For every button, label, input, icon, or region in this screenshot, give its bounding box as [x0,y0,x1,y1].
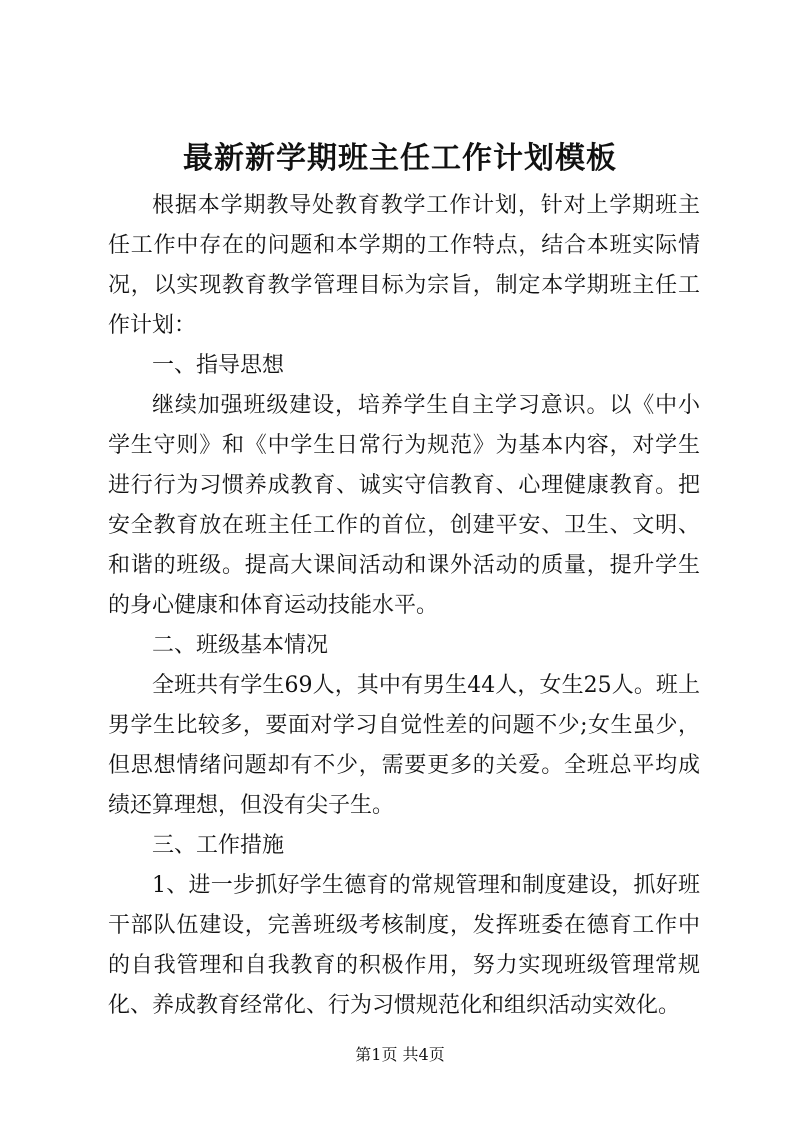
document-title: 最新新学期班主任工作计划模板 [183,141,617,176]
intro-paragraph: 根据本学期教导处教育教学工作计划，针对上学期班主任工作中存在的问题和本学期的工作特点，结合本班实际情况，以实现教育教学管理目标为宗旨，制定本学期班主任工作计划： [108,193,700,338]
section-heading-guiding-ideology: 一、指导思想 [152,353,285,378]
document-body [108,186,700,1026]
work-measure-item-1: 1、进一步抓好学生德育的常规管理和制度建设，抓好班干部队伍建设，完善班级考核制度，发挥班委在德育工作中的自我管理和自我教育的积极作用，努力实现班级管理常规化、养成教育经常化、行为习惯规范化和组织活动实效化。 [108,873,700,1018]
section-heading-class-situation: 二、班级基本情况 [152,633,329,658]
guiding-ideology-paragraph: 继续加强班级建设，培养学生自主学习意识。以《中小学生守则》和《中学生日常行为规范》为基本内容，对学生进行行为习惯养成教育、诚实守信教育、心理健康教育。把安全教育放在班主任工作的首位，创建平安、卫生、文明、和谐的班级。提高大课间活动和课外活动的质量，提升学生的身心健康和体育运动技能水平。 [108,393,700,618]
section-heading-work-measures: 三、工作措施 [152,833,285,858]
class-situation-paragraph: 全班共有学生69人，其中有男生44人，女生25人。班上男学生比较多，要面对学习自觉性差的问题不少;女生虽少，但思想情绪问题却有不少，需要更多的关爱。全班总平均成绩还算理想，但没有尖子生。 [108,673,700,818]
page-number-footer: 第1页 共4页 [355,1045,445,1064]
